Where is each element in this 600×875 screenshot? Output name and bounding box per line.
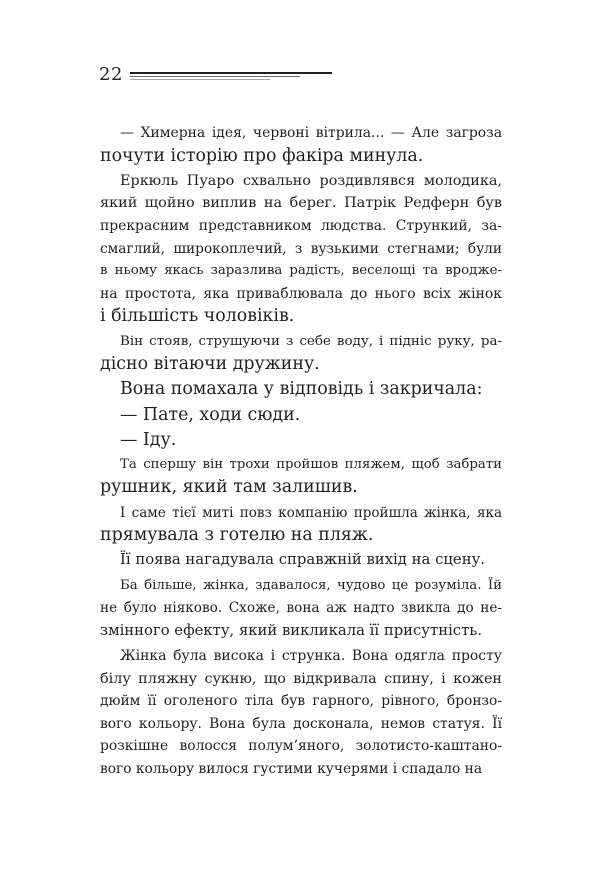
text-line: дюйм її оголеного тіла був гарного, рівного, бронзо- <box>100 693 502 710</box>
text-line: змінного ефекту, який викликала її присутність. <box>100 621 483 639</box>
paragraph <box>100 331 502 376</box>
text-line: почути історію про факіра минула. <box>100 145 424 166</box>
paragraph <box>100 170 502 328</box>
paragraph <box>100 122 502 167</box>
paragraph <box>100 502 502 547</box>
text-line: Та спершу він трохи пройшов пляжем, щоб забрати <box>120 456 502 472</box>
text-line: Вона помахала у відповідь і закричала: <box>120 379 483 400</box>
body-text <box>100 122 502 783</box>
text-line: розкішне волосся полум’яного, золотисто-каштано- <box>100 738 502 755</box>
text-line: смаглий, широкоплечий, з вузькими стегнами; були <box>100 240 502 257</box>
text-line: Жінка була висока і струнка. Вона одягла просту <box>120 648 502 664</box>
text-line: дісно вітаючи дружину. <box>100 354 320 375</box>
text-line: білу пляжну сукню, що відкривала спину, і кожен <box>100 670 502 687</box>
text-line: на простота, яка приваблювала до нього всіх жінок <box>100 285 502 302</box>
text-line: Еркюль Пуаро схвально роздивлявся молодика, <box>120 172 502 189</box>
text-line: — Химерна ідея, червоні вітрила... — Але загроза <box>120 125 502 141</box>
paragraph <box>100 454 502 499</box>
text-line: Він стояв, струшуючи з себе воду, і підніс руку, ра- <box>120 333 502 349</box>
paragraph <box>100 378 502 401</box>
text-line: прямувала з готелю на пляж. <box>100 525 374 546</box>
text-line: Ба більше, жінка, здавалося, чудово це розуміла. Їй <box>120 577 502 593</box>
paragraph <box>100 645 502 781</box>
text-line: і більшість чоловіків. <box>100 306 295 327</box>
text-line: — Пате, ходи сюди. <box>120 404 301 425</box>
text-line: прекрасним представником людства. Стрункий, за- <box>100 217 502 234</box>
text-line: вого кольору вилося густими кучерями і спадало на <box>100 760 483 777</box>
header-rule-line <box>130 72 332 74</box>
text-line: — Іду. <box>120 429 177 450</box>
text-line: в ньому якась заразлива радість, веселощі та вродже- <box>100 263 502 279</box>
text-line: не було ніяково. Схоже, вона аж надто звикла до не- <box>100 600 502 617</box>
header-rule <box>130 72 332 80</box>
text-line: І саме тієї миті повз компанію пройшла жінка, яка <box>120 504 502 521</box>
header-rule-line <box>130 76 300 77</box>
paragraph <box>100 549 502 572</box>
paragraph <box>100 429 502 452</box>
page-number: 22 <box>99 64 123 85</box>
paragraph <box>100 404 502 427</box>
text-line: Її поява нагадувала справжній вихід на сцену. <box>120 551 486 569</box>
text-line: вого кольору. Вона була досконала, немов статуя. Її <box>100 715 502 732</box>
text-line: який щойно виплив на берег. Патрік Редферн був <box>100 195 502 212</box>
paragraph <box>100 575 502 643</box>
text-line: рушник, який там залишив. <box>100 477 358 498</box>
header-rule-line <box>130 79 270 80</box>
